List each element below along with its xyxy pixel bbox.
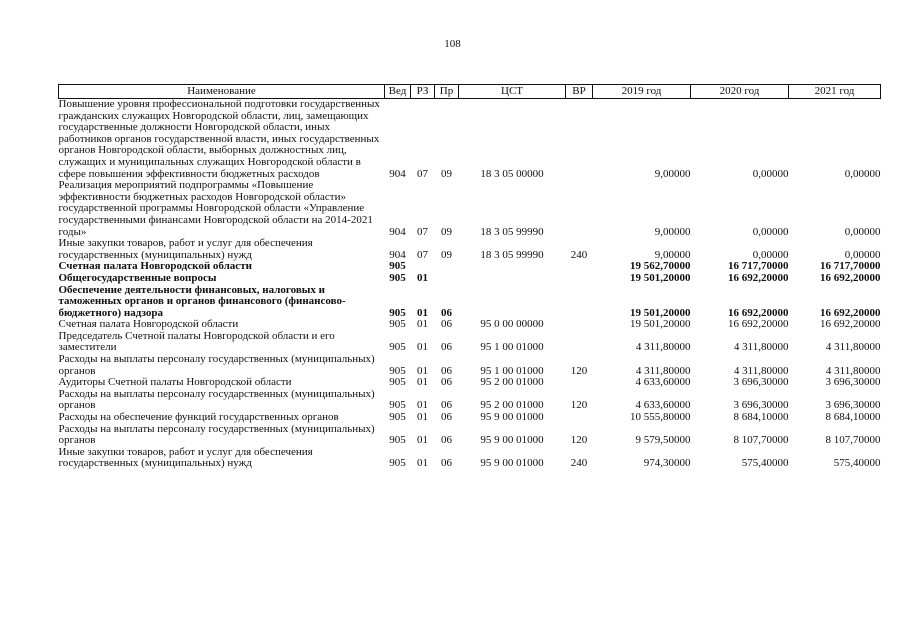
cell-vr bbox=[566, 99, 593, 181]
cell-pr: 06 bbox=[441, 457, 452, 470]
cell-pr: 06 bbox=[441, 306, 452, 319]
table-row bbox=[59, 354, 881, 377]
cell-pr: 09 bbox=[441, 167, 452, 180]
cell-2019: 9,00000 bbox=[654, 248, 691, 261]
budget-table bbox=[58, 84, 881, 470]
table-row bbox=[59, 180, 881, 238]
cell-2019: 9,00000 bbox=[654, 167, 691, 180]
cell-rz: 01 bbox=[417, 318, 428, 331]
cell-2020: 0,00000 bbox=[752, 248, 789, 261]
cell-2019: 19 501,20000 bbox=[630, 271, 691, 284]
header-vr: ВР bbox=[566, 85, 593, 99]
header-pr: Пр bbox=[435, 85, 459, 99]
cell-ved: 905 bbox=[389, 260, 406, 273]
cell-2019: 4 633,60000 bbox=[635, 376, 691, 389]
cell-vr bbox=[566, 412, 593, 424]
cell-vr bbox=[566, 273, 593, 285]
cell-ved: 905 bbox=[389, 318, 406, 331]
cell-rz: 01 bbox=[417, 399, 428, 412]
cell-2021: 8 107,70000 bbox=[825, 434, 881, 447]
cell-2019: 4 311,80000 bbox=[635, 364, 691, 377]
cell-cst: 18 3 05 99990 bbox=[480, 225, 544, 238]
table-row bbox=[59, 273, 881, 285]
cell-rz: 07 bbox=[417, 248, 428, 261]
cell-2020: 575,40000 bbox=[741, 457, 789, 470]
cell-ved: 905 bbox=[389, 364, 406, 377]
cell-2019: 974,30000 bbox=[643, 457, 691, 470]
cell-rz: 01 bbox=[417, 411, 428, 424]
cell-cst: 95 2 00 01000 bbox=[480, 399, 544, 412]
cell-ved: 905 bbox=[389, 457, 406, 470]
cell-name: Общегосударственные вопросы bbox=[58, 271, 217, 284]
cell-2021: 4 311,80000 bbox=[825, 364, 881, 377]
cell-pr: 06 bbox=[441, 411, 452, 424]
cell-cst: 95 9 00 01000 bbox=[480, 411, 544, 424]
cell-2019: 4 633,60000 bbox=[635, 399, 691, 412]
table-row bbox=[59, 389, 881, 412]
cell-2021: 0,00000 bbox=[844, 167, 881, 180]
cell-cst: 95 1 00 01000 bbox=[480, 341, 544, 354]
cell-cst bbox=[459, 261, 566, 273]
cell-2019: 19 562,70000 bbox=[630, 260, 691, 273]
cell-name: Счетная палата Новгородской области bbox=[58, 318, 239, 331]
cell-rz: 01 bbox=[417, 434, 428, 447]
cell-cst bbox=[459, 285, 566, 320]
cell-vr bbox=[566, 319, 593, 331]
cell-2020: 4 311,80000 bbox=[733, 341, 789, 354]
cell-2020: 16 692,20000 bbox=[728, 271, 789, 284]
cell-2020: 16 692,20000 bbox=[728, 318, 789, 331]
cell-cst: 95 9 00 01000 bbox=[480, 434, 544, 447]
cell-vr bbox=[566, 261, 593, 273]
table-row bbox=[59, 238, 881, 261]
header-2019: 2019 год bbox=[593, 85, 691, 99]
cell-vr: 240 bbox=[570, 248, 588, 261]
cell-name: Обеспечение деятельности финансовых, налоговых и таможенных органов и органов финансового (финансово-бюджетного) надзора bbox=[58, 283, 346, 319]
cell-ved: 905 bbox=[389, 376, 406, 389]
header-name: Наименование bbox=[59, 85, 385, 99]
cell-name: Реализация мероприятий подпрограммы «Повышение эффективности бюджетных расходов Новгородской области» государственной программы Новгородской области «Управление государственными финансами Новгородской области на 2014-2021 годы» bbox=[58, 179, 373, 238]
cell-name: Расходы на обеспечение функций государственных органов bbox=[58, 411, 339, 424]
cell-ved: 905 bbox=[389, 271, 406, 284]
header-2020: 2020 год bbox=[691, 85, 789, 99]
cell-name: Иные закупки товаров, работ и услуг для обеспечения государственных (муниципальных) нужд bbox=[58, 445, 313, 470]
cell-pr: 09 bbox=[441, 225, 452, 238]
table-row bbox=[59, 285, 881, 320]
header-rz: РЗ bbox=[411, 85, 435, 99]
cell-2021: 4 311,80000 bbox=[825, 341, 881, 354]
table-row bbox=[59, 331, 881, 354]
table-row bbox=[59, 412, 881, 424]
cell-cst bbox=[459, 273, 566, 285]
header-ved: Вед bbox=[385, 85, 411, 99]
cell-2021: 16 692,20000 bbox=[820, 318, 881, 331]
cell-2020: 0,00000 bbox=[752, 225, 789, 238]
cell-2019: 4 311,80000 bbox=[635, 341, 691, 354]
cell-2020: 8 684,10000 bbox=[733, 411, 789, 424]
cell-cst: 18 3 05 00000 bbox=[480, 167, 544, 180]
cell-name: Счетная палата Новгородской области bbox=[58, 260, 252, 273]
cell-rz: 07 bbox=[417, 167, 428, 180]
cell-pr: 06 bbox=[441, 318, 452, 331]
cell-2020: 3 696,30000 bbox=[733, 376, 789, 389]
cell-2019: 19 501,20000 bbox=[630, 306, 691, 319]
cell-2021: 8 684,10000 bbox=[825, 411, 881, 424]
cell-name: Повышение уровня профессиональной подготовки государственных гражданских служащих Новгородской области, лиц, замещающих государственные должности Новгородской области, иных работников органов государственной власти, иных государственных органов Новгородской области, выборных должностных лиц, служащих и муниципальных служащих Новгородской области в сфере повышения эффективности бюджетных расходов bbox=[58, 98, 380, 180]
cell-vr: 120 bbox=[570, 364, 588, 377]
cell-cst: 18 3 05 99990 bbox=[480, 248, 544, 261]
cell-rz: 01 bbox=[417, 341, 428, 354]
cell-name: Расходы на выплаты персоналу государственных (муниципальных) органов bbox=[58, 387, 375, 412]
cell-pr bbox=[435, 273, 459, 285]
cell-ved: 905 bbox=[389, 399, 406, 412]
header-cst: ЦСТ bbox=[459, 85, 566, 99]
cell-2021: 16 692,20000 bbox=[820, 271, 881, 284]
cell-rz: 01 bbox=[417, 364, 428, 377]
cell-cst: 95 9 00 01000 bbox=[480, 457, 544, 470]
page-number: 108 bbox=[444, 38, 461, 50]
cell-2019: 9,00000 bbox=[654, 225, 691, 238]
cell-name: Расходы на выплаты персоналу государственных (муниципальных) органов bbox=[58, 422, 375, 447]
cell-name: Аудиторы Счетной палаты Новгородской области bbox=[58, 376, 292, 389]
table-row bbox=[59, 447, 881, 470]
cell-2021: 16 717,70000 bbox=[820, 260, 881, 273]
cell-ved: 904 bbox=[389, 248, 406, 261]
cell-vr bbox=[566, 377, 593, 389]
cell-ved: 905 bbox=[389, 434, 406, 447]
cell-2021: 3 696,30000 bbox=[825, 399, 881, 412]
cell-rz: 07 bbox=[417, 225, 428, 238]
cell-pr: 06 bbox=[441, 376, 452, 389]
cell-2020: 4 311,80000 bbox=[733, 364, 789, 377]
cell-vr: 240 bbox=[570, 457, 588, 470]
table-row bbox=[59, 424, 881, 447]
cell-cst: 95 2 00 01000 bbox=[480, 376, 544, 389]
cell-rz: 01 bbox=[417, 271, 428, 284]
cell-ved: 905 bbox=[389, 341, 406, 354]
cell-vr: 120 bbox=[570, 399, 588, 412]
cell-2021: 3 696,30000 bbox=[825, 376, 881, 389]
cell-vr bbox=[566, 285, 593, 320]
cell-ved: 904 bbox=[389, 225, 406, 238]
cell-pr: 06 bbox=[441, 399, 452, 412]
cell-name: Председатель Счетной палаты Новгородской области и его заместители bbox=[58, 329, 335, 354]
cell-2019: 19 501,20000 bbox=[630, 318, 691, 331]
cell-rz: 01 bbox=[417, 376, 428, 389]
cell-ved: 904 bbox=[389, 167, 406, 180]
cell-pr: 06 bbox=[441, 341, 452, 354]
header-2021: 2021 год bbox=[789, 85, 881, 99]
cell-pr: 09 bbox=[441, 248, 452, 261]
cell-cst: 95 0 00 00000 bbox=[480, 318, 544, 331]
cell-2020: 16 692,20000 bbox=[728, 306, 789, 319]
table-header-row bbox=[59, 85, 881, 99]
cell-2020: 0,00000 bbox=[752, 167, 789, 180]
cell-2021: 0,00000 bbox=[844, 225, 881, 238]
cell-2020: 16 717,70000 bbox=[728, 260, 789, 273]
cell-2021: 0,00000 bbox=[844, 248, 881, 261]
cell-2019: 9 579,50000 bbox=[635, 434, 691, 447]
cell-vr: 120 bbox=[570, 434, 588, 447]
cell-pr: 06 bbox=[441, 364, 452, 377]
table-body bbox=[59, 99, 881, 471]
cell-2020: 8 107,70000 bbox=[733, 434, 789, 447]
cell-ved: 905 bbox=[389, 411, 406, 424]
cell-name: Расходы на выплаты персоналу государственных (муниципальных) органов bbox=[58, 353, 375, 377]
cell-2021: 16 692,20000 bbox=[820, 306, 881, 319]
cell-2021: 575,40000 bbox=[833, 457, 881, 470]
cell-rz: 01 bbox=[417, 306, 428, 319]
cell-2019: 10 555,80000 bbox=[630, 411, 691, 424]
table-row bbox=[59, 99, 881, 181]
cell-pr bbox=[435, 261, 459, 273]
cell-rz: 01 bbox=[417, 457, 428, 470]
cell-name: Иные закупки товаров, работ и услуг для обеспечения государственных (муниципальных) нужд bbox=[58, 237, 313, 261]
cell-pr: 06 bbox=[441, 434, 452, 447]
cell-ved: 905 bbox=[389, 306, 406, 319]
cell-vr bbox=[566, 331, 593, 354]
cell-2020: 3 696,30000 bbox=[733, 399, 789, 412]
cell-cst: 95 1 00 01000 bbox=[480, 364, 544, 377]
cell-vr bbox=[566, 180, 593, 238]
